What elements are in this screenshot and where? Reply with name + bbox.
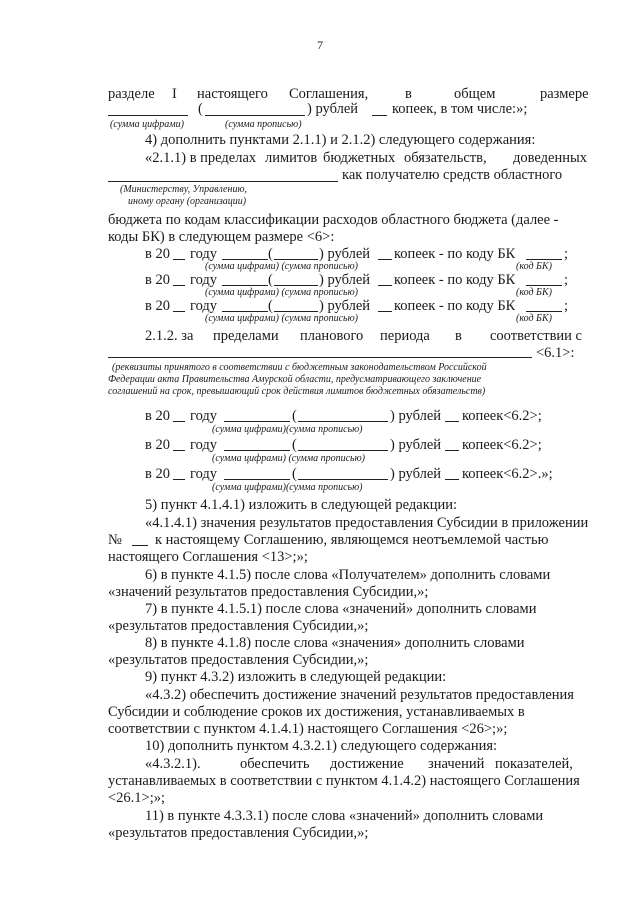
blank-line xyxy=(274,311,318,312)
blank-line xyxy=(298,421,388,422)
text-line: году xyxy=(190,466,218,482)
blank-line xyxy=(526,311,562,312)
text-line: копеек - по коду БК xyxy=(394,272,516,288)
blank-line xyxy=(378,311,392,312)
text-line: ) рублей xyxy=(390,408,442,424)
text-line: в 20 xyxy=(145,272,170,288)
text-line: бюджетных xyxy=(323,150,396,166)
text-line: пределами xyxy=(213,328,279,344)
text-line: ) рублей xyxy=(319,272,371,288)
caption: (сумма цифрами) (сумма прописью) xyxy=(205,287,358,298)
text-line: ; xyxy=(564,298,569,314)
blank-line xyxy=(108,357,532,358)
text-line: лимитов xyxy=(265,150,318,166)
footnote-caption: Федерации акта Правительства Амурской области, предусматривающего заключение xyxy=(108,374,482,385)
text-line: Субсидии и соблюдение сроков их достижения, устанавливаемых в xyxy=(108,704,525,720)
text-line: «результатов предоставления Субсидии,»; xyxy=(108,618,369,634)
text-line: 4) дополнить пунктами 2.1.1) и 2.1.2) следующего содержания: xyxy=(145,132,536,148)
text-line: ; xyxy=(564,246,569,262)
text-line: году xyxy=(190,408,218,424)
text-line: в xyxy=(455,328,462,344)
text-line: 10) дополнить пунктом 4.3.2.1) следующего содержания: xyxy=(145,738,498,754)
text-line: копеек<6.2>.»; xyxy=(462,466,553,482)
blank-line xyxy=(222,285,268,286)
blank-line xyxy=(173,479,185,480)
blank-line xyxy=(108,181,338,182)
text-line: достижение xyxy=(330,756,404,772)
blank-line xyxy=(173,311,185,312)
blank-line xyxy=(173,450,185,451)
blank-line xyxy=(205,115,305,116)
text-line: настоящего Соглашения <13>;»; xyxy=(108,549,308,565)
text-line: ) рублей xyxy=(390,437,442,453)
text-line: обязательств, xyxy=(404,150,487,166)
blank-line xyxy=(222,311,268,312)
footnote-caption: (реквизиты принятого в соответствии с бюджетным законодательством Российской xyxy=(112,362,487,373)
caption: (сумма цифрами)(сумма прописью) xyxy=(212,482,363,493)
text-line: устанавливаемых в соответствии с пунктом 4.1.4.2) настоящего Соглашения xyxy=(108,773,580,789)
text-line: ( xyxy=(292,466,297,482)
caption: (сумма цифрами) (сумма прописью) xyxy=(205,313,358,324)
blank-line xyxy=(224,479,290,480)
text-line: коды БК) в следующем размере <6>: xyxy=(108,229,335,245)
text-line: 8) в пункте 4.1.8) после слова «значения» дополнить словами xyxy=(145,635,525,651)
blank-line xyxy=(445,450,459,451)
blank-line xyxy=(445,479,459,480)
blank-line xyxy=(173,259,185,260)
blank-line xyxy=(224,450,290,451)
caption: (сумма прописью) xyxy=(225,119,302,130)
caption: иному органу (организации) xyxy=(128,196,247,207)
blank-line xyxy=(108,115,188,116)
caption: (код БК) xyxy=(516,313,552,324)
text-line: 2.1.2. за xyxy=(145,328,194,344)
text-line: размере xyxy=(540,86,589,102)
text-line: <6.1>: xyxy=(536,345,575,361)
caption: (сумма цифрами) xyxy=(110,119,184,130)
text-line: ( xyxy=(268,272,273,288)
text-line: «4.3.2) обеспечить достижение значений результатов предоставления xyxy=(145,687,574,703)
caption: (Министерству, Управлению, xyxy=(120,184,248,195)
text-line: ) рублей xyxy=(319,298,371,314)
text-line: периода xyxy=(380,328,430,344)
text-line: в 20 xyxy=(145,246,170,262)
text-line: № xyxy=(108,532,122,548)
text-line: 9) пункт 4.3.2) изложить в следующей редакции: xyxy=(145,669,447,685)
blank-line xyxy=(445,421,459,422)
blank-line xyxy=(222,259,268,260)
text-line: планового xyxy=(300,328,364,344)
text-line: в 20 xyxy=(145,408,170,424)
text-line: 11) в пункте 4.3.3.1) после слова «значений» дополнить словами xyxy=(145,808,544,824)
text-line: ( xyxy=(268,246,273,262)
text-line: «4.1.4.1) значения результатов предоставления Субсидии в приложении xyxy=(145,515,589,531)
blank-line xyxy=(132,545,148,546)
text-line: копеек, в том числе:»; xyxy=(392,101,528,117)
text-line: году xyxy=(190,437,218,453)
text-line: ) рублей xyxy=(319,246,371,262)
blank-line xyxy=(173,285,185,286)
text-line: «результатов предоставления Субсидии,»; xyxy=(108,652,369,668)
text-line: разделе xyxy=(108,86,155,102)
text-line: в 20 xyxy=(145,298,170,314)
text-line: «4.3.2.1). xyxy=(145,756,201,772)
text-line: в xyxy=(405,86,412,102)
text-line: обеспечить xyxy=(240,756,310,772)
text-line: показателей, xyxy=(495,756,573,772)
text-line: ; xyxy=(564,272,569,288)
blank-line xyxy=(526,285,562,286)
blank-line xyxy=(372,115,387,116)
text-line: 5) пункт 4.1.4.1) изложить в следующей редакции: xyxy=(145,497,458,513)
text-line: соответствии с xyxy=(490,328,582,344)
text-line: 7) в пункте 4.1.5.1) после слова «значений» дополнить словами xyxy=(145,601,537,617)
text-line: году xyxy=(190,298,218,314)
text-line: общем xyxy=(454,86,496,102)
blank-line xyxy=(298,479,388,480)
page-number: 7 xyxy=(317,38,323,52)
text-line: <26.1>;»; xyxy=(108,790,166,806)
text-line: копеек<6.2>; xyxy=(462,408,542,424)
text-line: «2.1.1) в пределах xyxy=(145,150,257,166)
text-line: «значений результатов предоставления Субсидии,»; xyxy=(108,584,429,600)
blank-line xyxy=(378,285,392,286)
text-line: ) рублей xyxy=(390,466,442,482)
text-line: Соглашения, xyxy=(289,86,369,102)
text-line: доведенных xyxy=(513,150,587,166)
text-line: ) рублей xyxy=(307,101,359,117)
text-line: копеек - по коду БК xyxy=(394,246,516,262)
text-line: «результатов предоставления Субсидии,»; xyxy=(108,825,369,841)
text-line: ( xyxy=(268,298,273,314)
text-line: 6) в пункте 4.1.5) после слова «Получателем» дополнить словами xyxy=(145,567,551,583)
caption: (код БК) xyxy=(516,287,552,298)
blank-line xyxy=(378,259,392,260)
blank-line xyxy=(173,421,185,422)
text-line: ( xyxy=(198,101,203,117)
text-line: в 20 xyxy=(145,466,170,482)
blank-line xyxy=(298,450,388,451)
text-line: копеек - по коду БК xyxy=(394,298,516,314)
caption: (сумма цифрами) (сумма прописью) xyxy=(205,261,358,272)
text-line: бюджета по кодам классификации расходов областного бюджета (далее - xyxy=(108,212,559,228)
blank-line xyxy=(274,285,318,286)
blank-line xyxy=(224,421,290,422)
text-line: ( xyxy=(292,437,297,453)
text-line: ( xyxy=(292,408,297,424)
blank-line xyxy=(526,259,562,260)
text-line: как получателю средств областного xyxy=(342,167,563,183)
caption: (сумма цифрами)(сумма прописью) xyxy=(212,424,363,435)
text-line: году xyxy=(190,246,218,262)
caption: (сумма цифрами) (сумма прописью) xyxy=(212,453,365,464)
text-line: настоящего xyxy=(197,86,268,102)
text-line: соответствии с пунктом 4.1.4.1) настоящего Соглашения <26>;»; xyxy=(108,721,508,737)
text-line: копеек<6.2>; xyxy=(462,437,542,453)
blank-line xyxy=(274,259,318,260)
text-line: в 20 xyxy=(145,437,170,453)
text-line: значений xyxy=(428,756,485,772)
text-line: I xyxy=(172,86,177,102)
text-line: к настоящему Соглашению, являющемся неотъемлемой частью xyxy=(155,532,549,548)
caption: (код БК) xyxy=(516,261,552,272)
text-line: году xyxy=(190,272,218,288)
footnote-caption: соглашений на срок, превышающий срок действия лимитов бюджетных обязательств) xyxy=(108,386,486,397)
